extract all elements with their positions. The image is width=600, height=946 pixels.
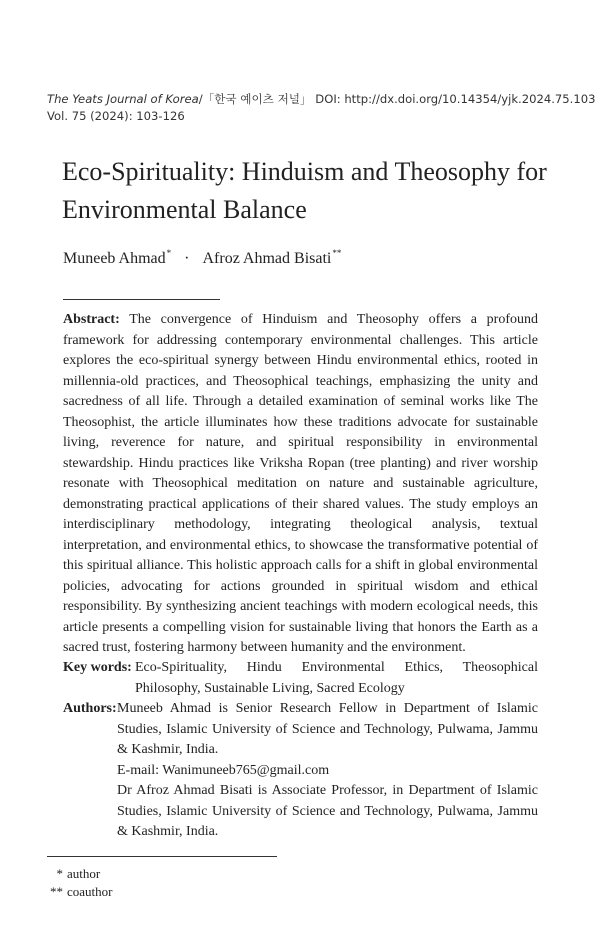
footnote-mark: * — [56, 866, 63, 881]
authors-label: Authors: — [63, 701, 117, 716]
author-name: Muneeb Ahmad — [63, 250, 166, 267]
author-line — [63, 248, 341, 268]
author-footnote-mark: * — [166, 248, 172, 258]
footnote-divider — [47, 856, 277, 857]
abstract-label: Abstract: — [63, 312, 120, 327]
author-bio: Muneeb Ahmad is Senior Research Fellow in Department of Islamic Studies, Islamic University of Science and Technology, Pulwama, Jammu & Kashmir, India. — [117, 701, 538, 757]
coauthor-bio: Dr Afroz Ahmad Bisati is Associate Professor, in Department of Islamic Studies, Islamic University of Science and Technology, Pulwama, Jammu & Kashmir, India. — [117, 783, 538, 839]
coauthor-footnote-mark: ** — [332, 248, 342, 258]
abstract-text: The convergence of Hinduism and Theosophy offers a profound framework for addressing contemporary environmental challenges. This article explores the eco-spiritual synergy between Hindu environmental ethics, rooted in millennia-old practices, and Theosophical teachings, emphasizing the unity and sacredness of all life. Through a detailed examination of seminal works like The Theosophist, the article illuminates how these traditions advocate for sustainable living, reverence for nature, and spiritual responsibility in environmental stewardship. Hindu practices like Vriksha Ropan (tree planting) and river worship resonate with Theosophical meditation on nature and sustainable agriculture, demonstrating practical applications of their shared values. The study employs an interdisciplinary methodology, integrating theological analysis, textual interpretation, and environmental ethics, to showcase the transformative potential of this spiritual alliance. This holistic approach calls for a shift in global environmental policies, advocating for actions grounded in spiritual wisdom and ethical responsibility. By synthesizing ancient teachings with modern ecological needs, this article presents a compelling vision for sustainable living that honors the Earth as a sacred trust, fostering harmony between humanity and the environment. — [63, 312, 539, 655]
journal-citation-line — [47, 91, 596, 108]
keywords-text: Eco-Spirituality, Hindu Environmental Ethics, Theosophical Philosophy, Sustainable Living, Sacred Ecology — [135, 660, 538, 696]
keywords-block — [63, 658, 538, 699]
authors-info-block — [63, 699, 538, 843]
author-email[interactable]: E-mail: Wanimuneeb765@gmail.com — [117, 762, 330, 778]
article-title: Eco-Spirituality: Hinduism and Theosophy for Environmental Balance — [62, 157, 547, 224]
journal-name: The Yeats Journal of Korea — [47, 92, 199, 106]
footnote-text: coauthor — [67, 884, 113, 899]
footnote-mark: ** — [50, 884, 63, 899]
coauthor-name: Afroz Ahmad Bisati — [202, 250, 332, 267]
title-divider — [63, 299, 220, 300]
doi-link[interactable]: DOI: http://dx.doi.org/10.14354/yjk.2024.75.103 — [315, 92, 596, 106]
keywords-label: Key words: — [63, 660, 132, 675]
abstract-paragraph — [63, 310, 538, 659]
footnote-author — [47, 866, 100, 882]
footnote-coauthor — [47, 884, 112, 900]
journal-header — [47, 91, 596, 125]
journal-korean-name: /「한국 예이츠 저널」 — [198, 92, 312, 106]
author-separator: · — [184, 250, 190, 267]
footnote-text: author — [67, 866, 101, 881]
volume-info: Vol. 75 (2024): 103-126 — [47, 109, 185, 123]
